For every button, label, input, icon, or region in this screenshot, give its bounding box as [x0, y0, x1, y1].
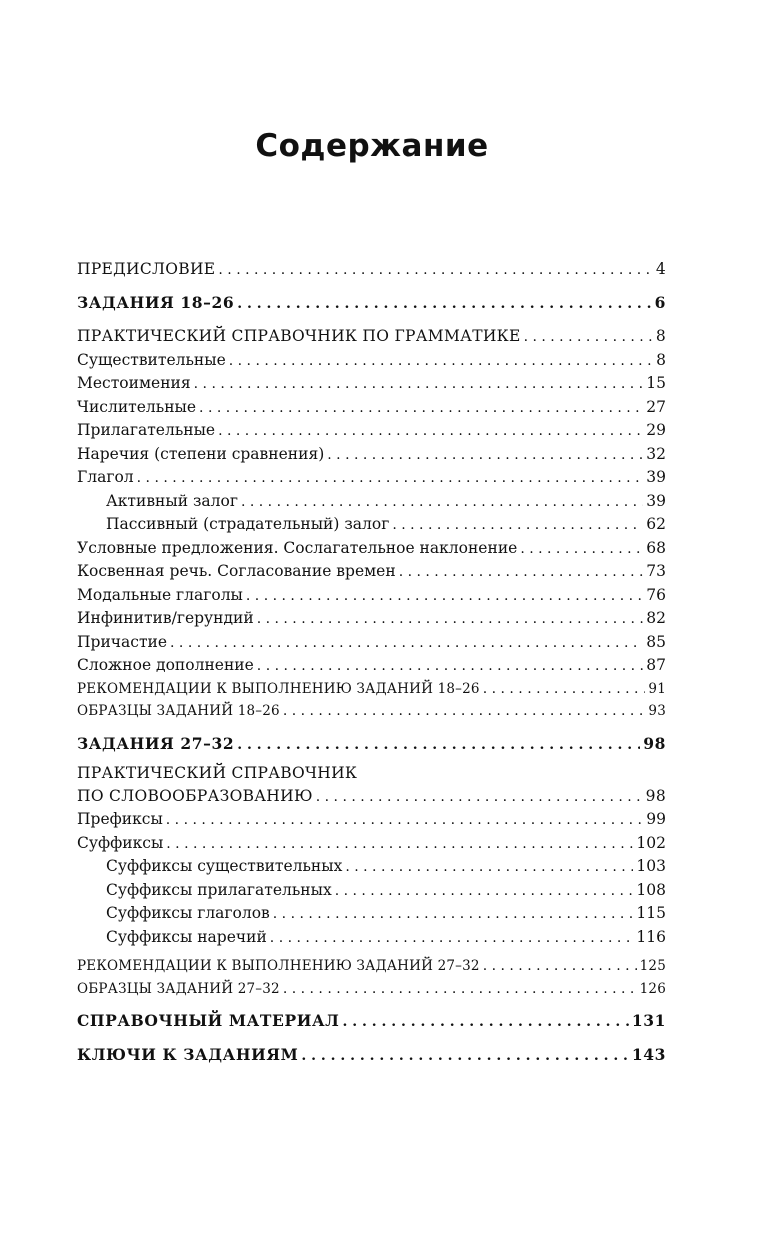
toc-page: 82	[646, 609, 666, 627]
leader-dots	[316, 785, 643, 809]
toc-page: 102	[636, 833, 666, 852]
page-title: Содержание	[255, 128, 489, 164]
toc-entry-recommendations-18-26[interactable]	[77, 678, 666, 701]
leader-dots	[218, 258, 652, 282]
toc-page: 126	[639, 980, 666, 997]
toc-entry[interactable]	[77, 466, 666, 490]
toc-page: 116	[636, 927, 666, 946]
leader-dots	[399, 560, 644, 584]
leader-dots	[520, 537, 643, 561]
toc-label: ОБРАЗЦЫ ЗАДАНИЙ 18–26	[77, 703, 280, 719]
leader-dots	[237, 292, 651, 316]
toc-label: ПО СЛОВООБРАЗОВАНИЮ	[77, 786, 313, 805]
toc-entry[interactable]	[77, 372, 666, 396]
toc-label: Местоимения	[77, 374, 191, 392]
toc-label: Пассивный (страдательный) залог	[106, 515, 390, 533]
toc-subentry[interactable]	[77, 879, 666, 903]
toc-label: ЗАДАНИЯ 18–26	[77, 292, 235, 312]
toc-entry[interactable]	[77, 396, 666, 420]
toc-page: 143	[631, 1044, 666, 1064]
toc-entry-word-formation-line1: ПРАКТИЧЕСКИЙ СПРАВОЧНИК	[77, 764, 358, 782]
toc-label: ПРАКТИЧЕСКИЙ СПРАВОЧНИК ПО ГРАММАТИКЕ	[77, 327, 521, 345]
toc-entry[interactable]	[77, 832, 666, 856]
toc-entry-preface[interactable]	[77, 258, 666, 282]
leader-dots	[273, 902, 634, 926]
toc-page: 29	[646, 421, 666, 439]
toc-entry[interactable]	[77, 654, 666, 678]
toc-entry[interactable]	[77, 443, 666, 467]
toc-label: ЗАДАНИЯ 27–32	[77, 733, 235, 753]
toc-label: Глагол	[77, 468, 134, 486]
toc-label: Существительные	[77, 350, 226, 369]
toc-entry-tasks-18-26[interactable]	[77, 292, 666, 316]
toc-page: 39	[646, 468, 666, 486]
toc-page: 93	[648, 703, 666, 719]
toc-entry[interactable]	[77, 808, 666, 832]
toc-subentry[interactable]	[77, 902, 666, 926]
toc-page: 131	[631, 1011, 666, 1030]
toc-label: РЕКОМЕНДАЦИИ К ВЫПОЛНЕНИЮ ЗАДАНИЙ 18–26	[77, 680, 480, 697]
toc-page: 103	[636, 857, 666, 875]
toc-page: 98	[643, 733, 666, 753]
toc-label: Суффиксы глаголов	[106, 904, 270, 922]
toc-label: Суффиксы существительных	[106, 857, 343, 875]
leader-dots	[483, 955, 637, 978]
toc-page: 108	[636, 880, 666, 899]
toc-page: 85	[646, 632, 666, 651]
toc-page: 6	[654, 292, 666, 312]
toc-page: 15	[646, 374, 666, 392]
toc-entry[interactable]	[77, 349, 666, 373]
toc-label: Суффиксы наречий	[106, 927, 267, 946]
toc-label: Числительные	[77, 397, 197, 416]
toc-label: Инфинитив/герундий	[77, 609, 254, 627]
table-of-contents	[77, 258, 666, 1067]
toc-entry[interactable]	[77, 607, 666, 631]
leader-dots	[345, 855, 633, 879]
toc-page: 8	[655, 327, 666, 345]
leader-dots	[166, 832, 633, 856]
toc-label: СПРАВОЧНЫЙ МАТЕРИАЛ	[77, 1011, 340, 1030]
leader-dots	[241, 490, 643, 514]
toc-label: Суффиксы прилагательных	[106, 880, 332, 899]
toc-page: 68	[646, 538, 666, 557]
toc-label: Сложное дополнение	[77, 656, 254, 674]
toc-entry-tasks-27-32[interactable]	[77, 733, 666, 757]
toc-entry-reference-material[interactable]	[77, 1010, 666, 1034]
toc-subentry[interactable]	[77, 926, 666, 950]
toc-label: Модальные глаголы	[77, 585, 243, 604]
leader-dots	[229, 349, 653, 373]
toc-label: Суффиксы	[77, 833, 164, 852]
toc-page: 62	[646, 515, 666, 533]
toc-entry[interactable]	[77, 560, 666, 584]
toc-label: ПРЕДИСЛОВИЕ	[77, 260, 216, 278]
leader-dots	[170, 631, 643, 655]
leader-dots	[327, 443, 643, 467]
toc-entry-word-formation[interactable]	[77, 785, 666, 809]
toc-label: Прилагательные	[77, 421, 216, 439]
leader-dots	[301, 1044, 628, 1068]
toc-label: КЛЮЧИ К ЗАДАНИЯМ	[77, 1044, 299, 1064]
toc-entry[interactable]	[77, 419, 666, 443]
toc-subentry[interactable]	[77, 490, 666, 514]
leader-dots	[335, 879, 634, 903]
toc-page: 32	[646, 444, 666, 463]
toc-entry-recommendations-27-32[interactable]	[77, 955, 666, 978]
leader-dots	[270, 926, 634, 950]
toc-entry-samples-18-26[interactable]	[77, 700, 666, 723]
toc-page: 91	[648, 680, 666, 697]
toc-page: 87	[646, 656, 666, 674]
toc-page: 8	[656, 350, 666, 369]
toc-label: Причастие	[77, 632, 168, 651]
toc-entry-samples-27-32[interactable]	[77, 978, 666, 1001]
toc-label: Активный залог	[106, 491, 238, 510]
leader-dots	[246, 584, 643, 608]
toc-label: Префиксы	[77, 810, 163, 828]
leader-dots	[257, 654, 643, 678]
toc-subentry[interactable]	[77, 855, 666, 879]
leader-dots	[199, 396, 643, 420]
toc-subentry[interactable]	[77, 513, 666, 537]
toc-label: Условные предложения. Сослагательное наклонение	[77, 538, 518, 557]
leader-dots	[524, 325, 653, 349]
leader-dots	[166, 808, 643, 832]
leader-dots	[257, 607, 644, 631]
toc-page: 73	[646, 562, 666, 580]
toc-entry[interactable]	[77, 537, 666, 561]
leader-dots	[137, 466, 644, 490]
toc-page: 27	[646, 397, 666, 416]
leader-dots	[237, 733, 640, 757]
toc-label: ОБРАЗЦЫ ЗАДАНИЙ 27–32	[77, 980, 280, 997]
leader-dots	[194, 372, 644, 396]
leader-dots	[392, 513, 643, 537]
leader-dots	[342, 1010, 628, 1034]
toc-page: 115	[636, 904, 666, 922]
leader-dots	[218, 419, 643, 443]
leader-dots	[283, 978, 637, 1001]
toc-page: 76	[646, 585, 666, 604]
toc-entry-answer-keys[interactable]	[77, 1044, 666, 1068]
toc-page: 99	[646, 810, 666, 828]
toc-entry-grammar-guide[interactable]	[77, 325, 666, 349]
toc-page: 125	[639, 958, 666, 974]
toc-label: РЕКОМЕНДАЦИИ К ВЫПОЛНЕНИЮ ЗАДАНИЙ 27–32	[77, 958, 480, 974]
toc-page: 98	[645, 786, 666, 805]
toc-label: Косвенная речь. Согласование времен	[77, 562, 396, 580]
toc-entry[interactable]	[77, 631, 666, 655]
toc-entry[interactable]	[77, 584, 666, 608]
toc-page: 39	[646, 491, 666, 510]
toc-page: 4	[655, 260, 666, 278]
leader-dots	[483, 678, 646, 701]
toc-label: Наречия (степени сравнения)	[77, 444, 325, 463]
leader-dots	[283, 700, 646, 723]
